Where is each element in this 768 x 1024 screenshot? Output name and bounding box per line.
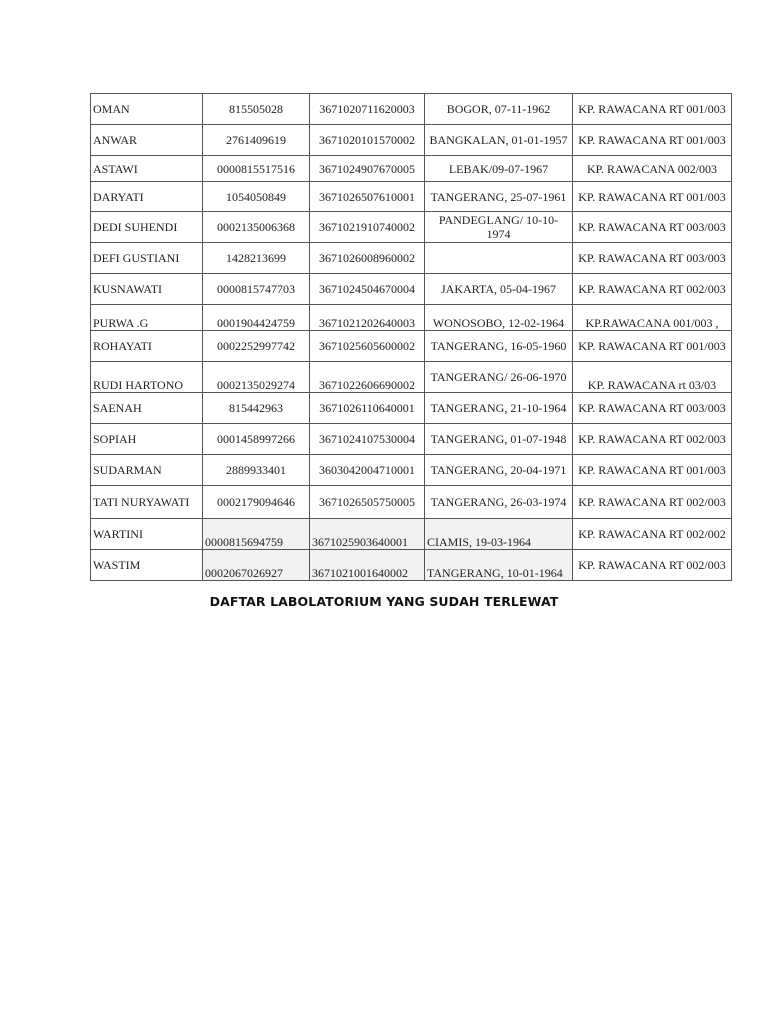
cell-nik: 3603042004710001 <box>310 455 425 486</box>
cell-number: 0000815517516 <box>203 156 310 182</box>
cell-address: KP. RAWACANA RT 002/003 <box>573 424 732 455</box>
cell-birth: JAKARTA, 05-04-1967 <box>425 274 573 305</box>
cell-nik: 3671026505750005 <box>310 486 425 519</box>
cell-number: 815442963 <box>203 393 310 424</box>
cell-birth: WONOSOBO, 12-02-1964 <box>425 305 573 331</box>
cell-name: WARTINI <box>91 519 203 550</box>
cell-name: WASTIM <box>91 550 203 581</box>
cell-name: DEDI SUHENDI <box>91 212 203 243</box>
cell-birth: CIAMIS, 19-03-1964 <box>425 519 573 550</box>
cell-address: KP. RAWACANA RT 002/002 <box>573 519 732 550</box>
cell-number: 0002179094646 <box>203 486 310 519</box>
cell-address: KP. RAWACANA RT 003/003 <box>573 393 732 424</box>
cell-name: KUSNAWATI <box>91 274 203 305</box>
cell-nik: 3671026008960002 <box>310 243 425 274</box>
cell-birth: LEBAK/09-07-1967 <box>425 156 573 182</box>
table-row <box>91 486 732 519</box>
cell-address: KP. RAWACANA RT 002/003 <box>573 486 732 519</box>
cell-address: KP. RAWACANA RT 001/003 <box>573 182 732 212</box>
cell-number: 2761409619 <box>203 125 310 156</box>
cell-name: PURWA .G <box>91 305 203 331</box>
table-row <box>91 424 732 455</box>
table-row <box>91 182 732 212</box>
cell-name: SAENAH <box>91 393 203 424</box>
cell-name: ANWAR <box>91 125 203 156</box>
cell-birth: TANGERANG, 21-10-1964 <box>425 393 573 424</box>
cell-address: KP. RAWACANA RT 002/003 <box>573 550 732 581</box>
cell-birth: TANGERANG/ 26-06-1970 <box>425 362 573 393</box>
cell-nik: 3671021001640002 <box>310 550 425 581</box>
table-row <box>91 393 732 424</box>
cell-birth <box>425 243 573 274</box>
cell-birth: TANGERANG, 26-03-1974 <box>425 486 573 519</box>
cell-number: 0002135029274 <box>203 362 310 393</box>
cell-name: ASTAWI <box>91 156 203 182</box>
cell-nik: 3671020101570002 <box>310 125 425 156</box>
cell-name: SOPIAH <box>91 424 203 455</box>
table-row <box>91 305 732 331</box>
cell-nik: 3671025903640001 <box>310 519 425 550</box>
cell-number: 2889933401 <box>203 455 310 486</box>
table-body <box>91 94 732 581</box>
cell-name: ROHAYATI <box>91 331 203 362</box>
cell-number: 0001904424759 <box>203 305 310 331</box>
table-row <box>91 519 732 550</box>
cell-nik: 3671024107530004 <box>310 424 425 455</box>
table-row <box>91 362 732 393</box>
cell-number: 0000815694759 <box>203 519 310 550</box>
cell-name: RUDI HARTONO <box>91 362 203 393</box>
cell-birth: TANGERANG, 01-07-1948 <box>425 424 573 455</box>
cell-address: KP. RAWACANA RT 001/003 <box>573 331 732 362</box>
data-sheet <box>90 93 731 581</box>
document-caption: DAFTAR LABOLATORIUM YANG SUDAH TERLEWAT <box>209 594 559 609</box>
cell-name: TATI NURYAWATI <box>91 486 203 519</box>
cell-number: 0002252997742 <box>203 331 310 362</box>
cell-nik: 3671024504670004 <box>310 274 425 305</box>
table-row <box>91 94 732 125</box>
cell-address: KP. RAWACANA RT 003/003 <box>573 212 732 243</box>
cell-birth: PANDEGLANG/ 10-10-1974 <box>425 212 573 243</box>
cell-nik: 3671021202640003 <box>310 305 425 331</box>
cell-name: OMAN <box>91 94 203 125</box>
cell-address: KP. RAWACANA RT 002/003 <box>573 274 732 305</box>
cell-number: 0002135006368 <box>203 212 310 243</box>
cell-number: 1428213699 <box>203 243 310 274</box>
cell-birth: TANGERANG, 16-05-1960 <box>425 331 573 362</box>
cell-birth: TANGERANG, 25-07-1961 <box>425 182 573 212</box>
cell-number: 1054050849 <box>203 182 310 212</box>
cell-number: 815505028 <box>203 94 310 125</box>
cell-birth: BANGKALAN, 01-01-1957 <box>425 125 573 156</box>
cell-address: KP. RAWACANA RT 003/003 <box>573 243 732 274</box>
cell-nik: 3671026507610001 <box>310 182 425 212</box>
table-row <box>91 274 732 305</box>
cell-name: SUDARMAN <box>91 455 203 486</box>
cell-number: 0002067026927 <box>203 550 310 581</box>
table-row <box>91 156 732 182</box>
cell-nik: 3671025605600002 <box>310 331 425 362</box>
cell-nik: 3671022606690002 <box>310 362 425 393</box>
cell-birth: TANGERANG, 10-01-1964 <box>425 550 573 581</box>
table-row <box>91 331 732 362</box>
cell-name: DEFI GUSTIANI <box>91 243 203 274</box>
cell-nik: 3671026110640001 <box>310 393 425 424</box>
cell-number: 0000815747703 <box>203 274 310 305</box>
table-row <box>91 212 732 243</box>
cell-address: KP. RAWACANA 002/003 <box>573 156 732 182</box>
cell-nik: 3671020711620003 <box>310 94 425 125</box>
cell-number: 0001458997266 <box>203 424 310 455</box>
cell-address: KP. RAWACANA RT 001/003 <box>573 94 732 125</box>
table-row <box>91 550 732 581</box>
table-row <box>91 455 732 486</box>
resident-table <box>90 93 732 581</box>
cell-address: KP. RAWACANA rt 03/03 <box>573 362 732 393</box>
cell-nik: 3671021910740002 <box>310 212 425 243</box>
cell-birth: BOGOR, 07-11-1962 <box>425 94 573 125</box>
cell-address: KP. RAWACANA RT 001/003 <box>573 455 732 486</box>
cell-birth: TANGERANG, 20-04-1971 <box>425 455 573 486</box>
cell-nik: 3671024907670005 <box>310 156 425 182</box>
table-row <box>91 125 732 156</box>
cell-name: DARYATI <box>91 182 203 212</box>
cell-address: KP. RAWACANA RT 001/003 <box>573 125 732 156</box>
table-row <box>91 243 732 274</box>
cell-address: KP.RAWACANA 001/003 , <box>573 305 732 331</box>
